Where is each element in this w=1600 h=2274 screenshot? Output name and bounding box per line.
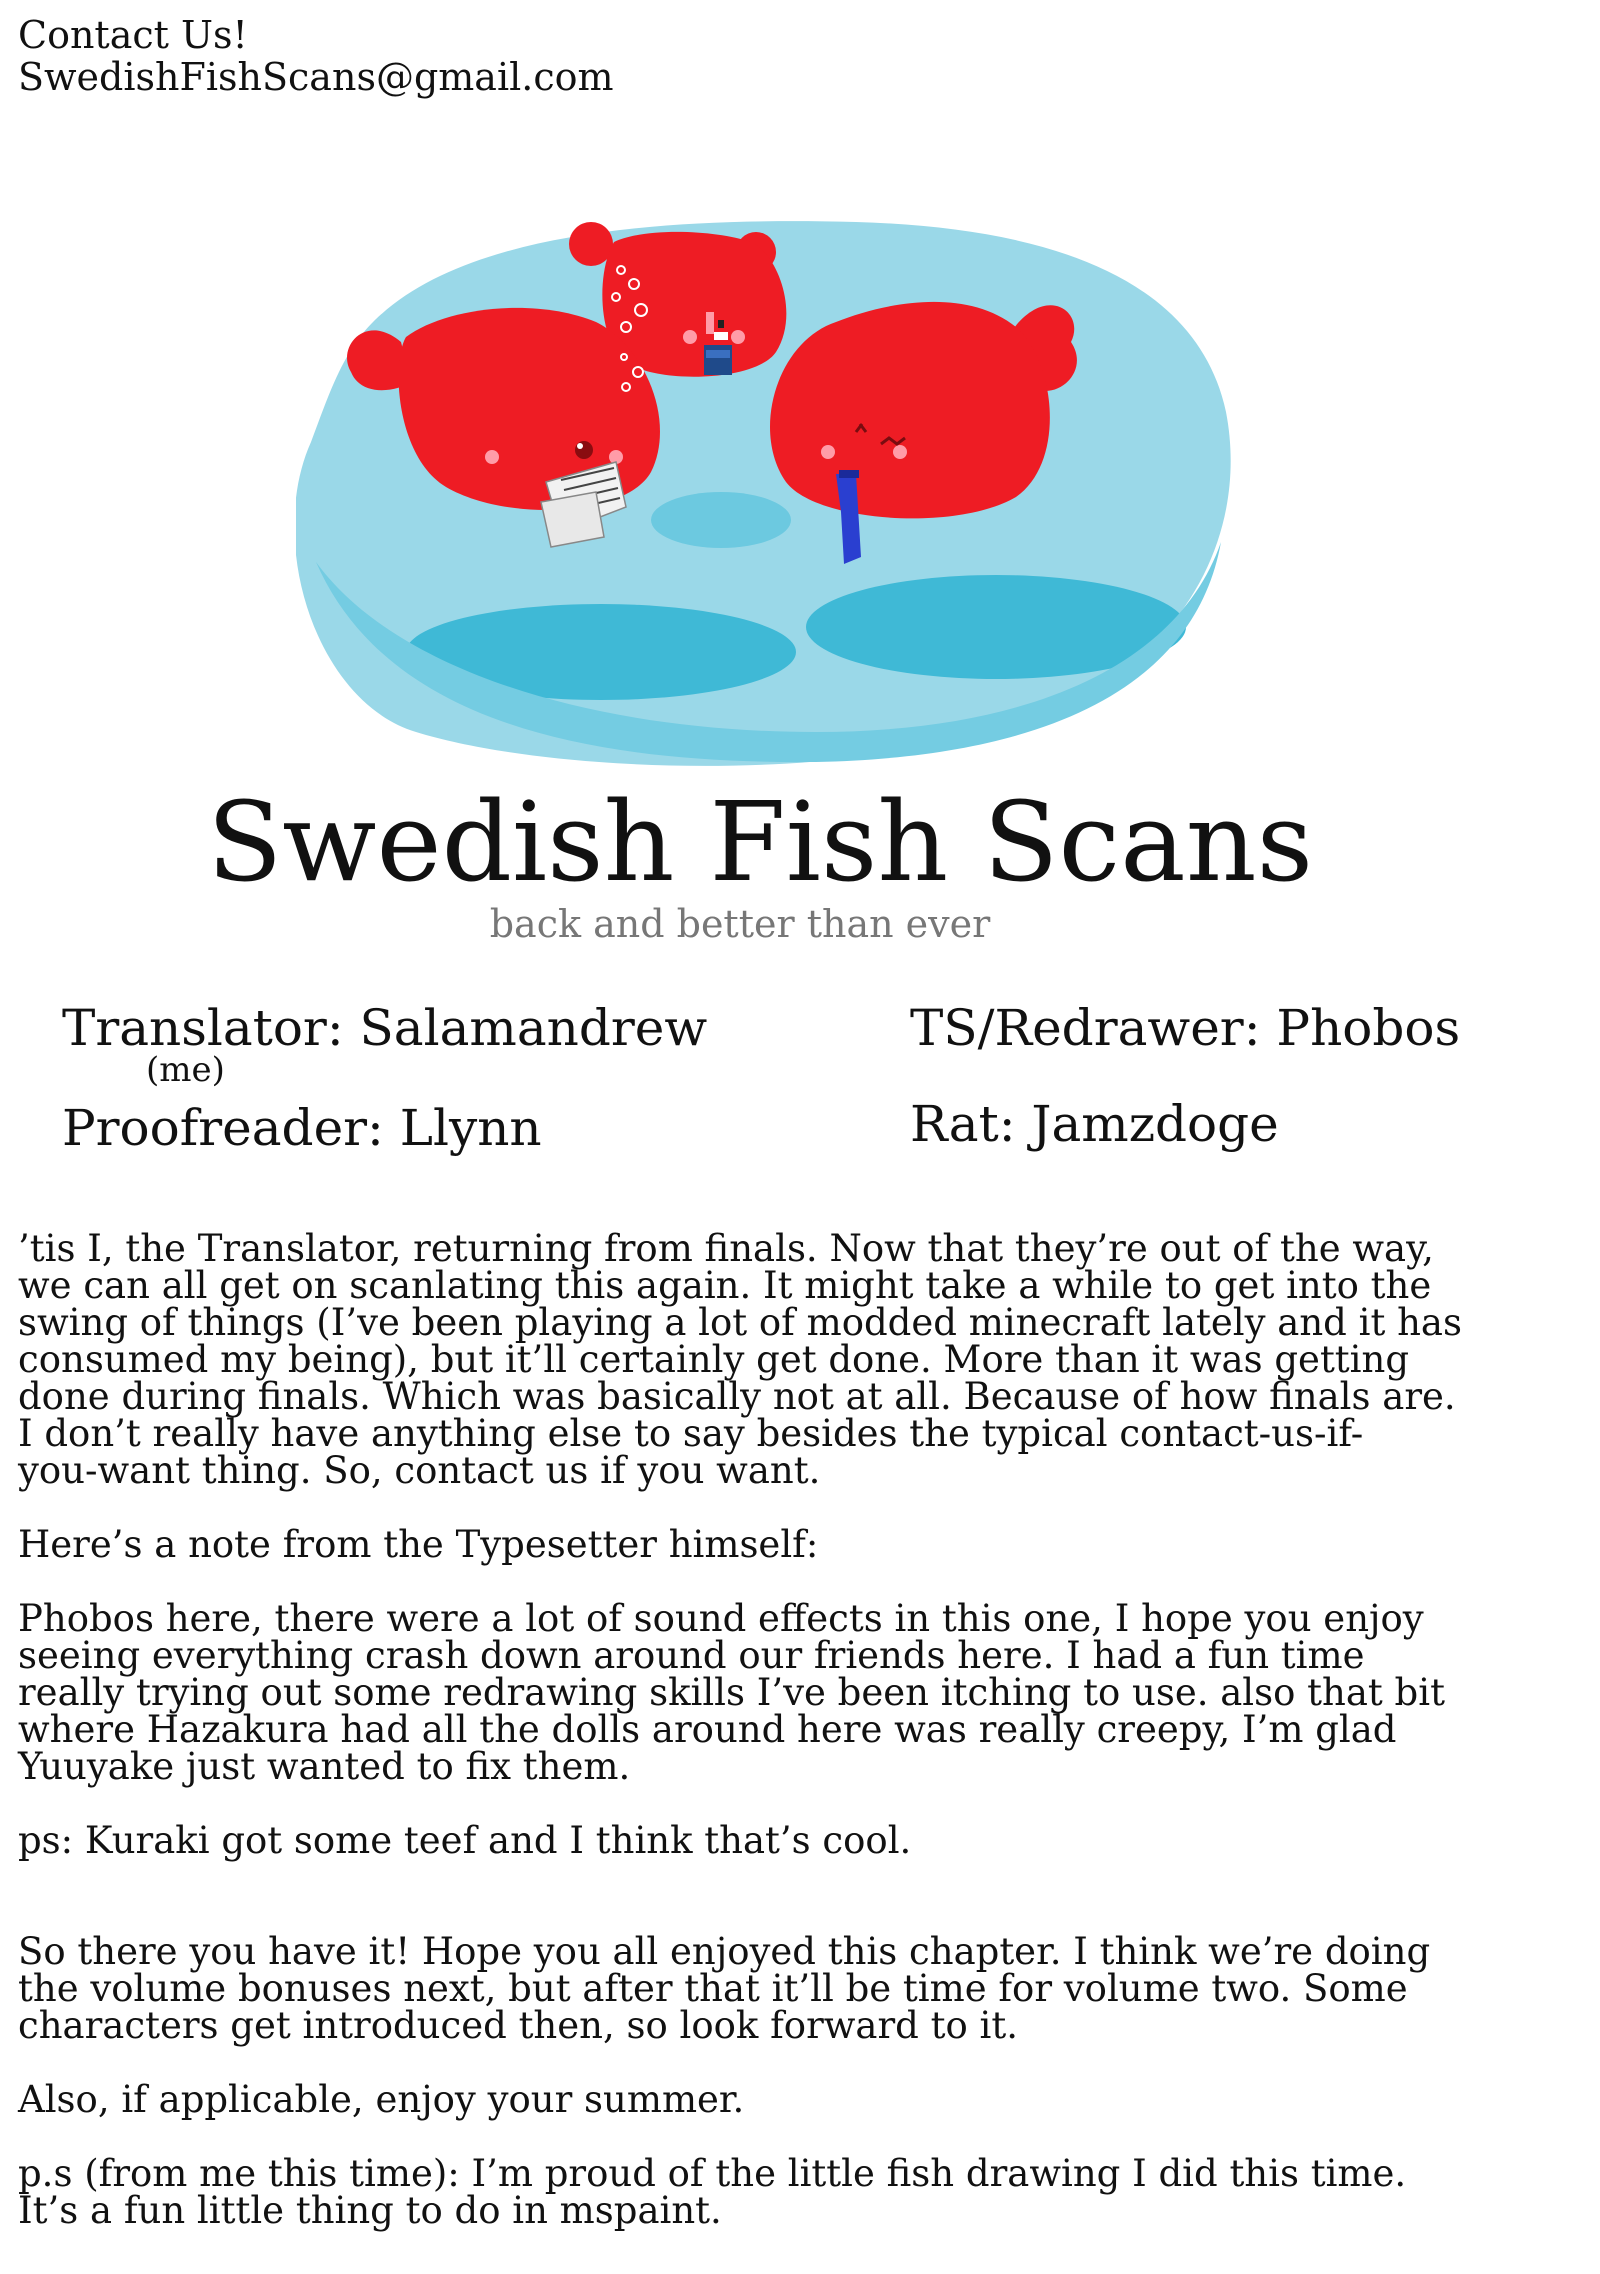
fish-logo-illustration (296, 212, 1236, 767)
summer-line: Also, if applicable, enjoy your summer. (18, 2078, 745, 2121)
text-line: really trying out some redrawing skills I’ve been itching to use. also that bit (18, 1671, 1445, 1714)
final-note (18, 2152, 1588, 2232)
ps-line: ps: Kuraki got some teef and I think that’s cool. (18, 1819, 912, 1862)
text-line: characters get introduced then, so look forward to it. (18, 2004, 1018, 2047)
credit-rat: Rat: Jamzdoge (910, 1095, 1279, 1153)
text-line: where Hazakura had all the dolls around here was really creepy, I’m glad (18, 1708, 1397, 1751)
typesetter-note (18, 1597, 1588, 1788)
text-line: ’tis I, the Translator, returning from finals. Now that they’re out of the way, (18, 1227, 1434, 1270)
brand-block (0, 778, 1600, 946)
text-line: you-want thing. So, contact us if you want. (18, 1449, 821, 1492)
credit-typesetter: TS/Redrawer: Phobos (910, 999, 1461, 1057)
text-line: done during finals. Which was basically not at all. Because of how finals are. (18, 1375, 1456, 1418)
closing-note (18, 1930, 1588, 2047)
text-line: Yuuyake just wanted to fix them. (18, 1745, 631, 1788)
text-line: swing of things (I’ve been playing a lot of modded minecraft lately and it has (18, 1301, 1462, 1344)
contact-heading: Contact Us! (18, 13, 248, 57)
contact-block (18, 14, 614, 98)
typesetter-intro: Here’s a note from the Typesetter himself: (18, 1523, 819, 1566)
pool-shadow-3 (651, 492, 791, 548)
text-line: So there you have it! Hope you all enjoyed this chapter. I think we’re doing (18, 1930, 1431, 1973)
brand-tagline: back and better than ever (489, 902, 991, 946)
notes-body (18, 1227, 1588, 2232)
credit-translator-note: (me) (146, 1050, 225, 1090)
text-line: p.s (from me this time): I’m proud of the little fish drawing I did this time. (18, 2152, 1407, 2195)
brand-title: Swedish Fish Scans (206, 778, 1314, 906)
translator-note (18, 1227, 1588, 1492)
text-line: seeing everything crash down around our friends here. I had a fun time (18, 1634, 1365, 1677)
text-line: the volume bonuses next, but after that it’ll be time for volume two. Some (18, 1967, 1408, 2010)
text-line: we can all get on scanlating this again. It might take a while to get into the (18, 1264, 1432, 1307)
credit-proofreader: Proofreader: Llynn (62, 1099, 542, 1157)
text-line: I don’t really have anything else to say besides the typical contact-us-if- (18, 1412, 1364, 1455)
text-line: consumed my being), but it’ll certainly get done. More than it was getting (18, 1338, 1410, 1381)
credit-translator: Translator: Salamandrew (62, 999, 708, 1057)
contact-email[interactable]: SwedishFishScans@gmail.com (18, 55, 614, 99)
text-line: It’s a fun little thing to do in mspaint. (18, 2189, 722, 2232)
text-line: Phobos here, there were a lot of sound effects in this one, I hope you enjoy (18, 1597, 1424, 1640)
